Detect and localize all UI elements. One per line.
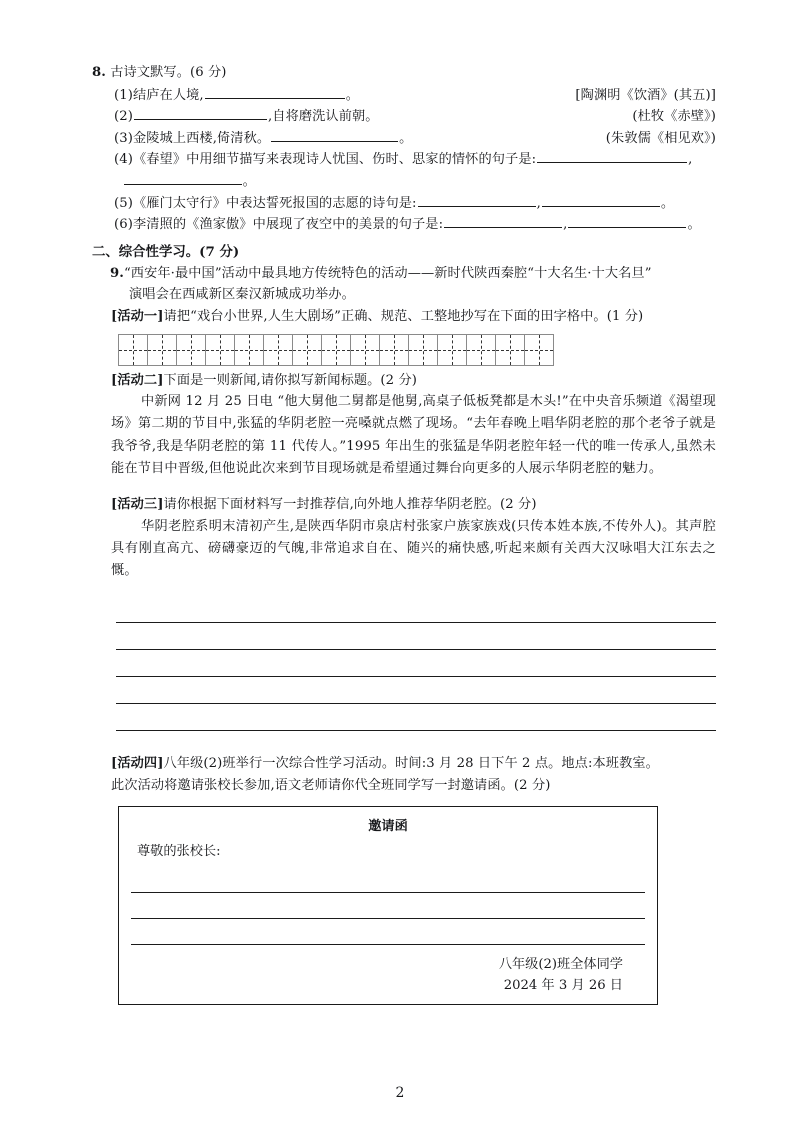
item-3-text-after: 。 (399, 130, 413, 146)
activity-2-label: [活动二] (111, 372, 164, 388)
tianzige-cell[interactable] (322, 334, 351, 365)
item-3-text-before: 金陵城上西楼,倚清秋。 (132, 130, 271, 146)
activity-3-material-paragraph (92, 516, 716, 583)
answer-write-line[interactable] (116, 596, 716, 623)
tianzige-cell[interactable] (148, 334, 177, 365)
question-9-intro-text-1: “西安年·最中国”活动中最具地方传统特色的活动——新时代陕西秦腔“十大名生·十大名旦” (123, 265, 652, 281)
invitation-signature: 八年级(2)班全体同学 (498, 957, 623, 973)
answer-write-line[interactable] (116, 623, 716, 650)
activity-4-line-2 (92, 775, 716, 797)
page-number: 2 (395, 1085, 405, 1101)
tianzige-cell[interactable] (293, 334, 322, 365)
activity-1-label: [活动一] (111, 308, 164, 324)
invitation-write-line[interactable] (131, 919, 645, 945)
activity-2-text: 下面是一则新闻,请你拟写新闻标题。(2 分) (163, 372, 417, 388)
activity-2-line (92, 370, 716, 392)
tianzige-cell[interactable] (496, 334, 525, 365)
item-1-text-before: 结庐在人境, (132, 87, 204, 103)
invitation-title: 邀请函 (368, 819, 408, 835)
question-8-item-6 (92, 214, 716, 236)
activity-3-line (92, 494, 716, 516)
answer-write-line[interactable] (116, 650, 716, 677)
activity-3-label: [活动三] (111, 496, 164, 512)
tianzige-grid[interactable] (118, 334, 554, 366)
item-1-text-after: 。 (345, 87, 360, 103)
question-8-number: 8. (92, 65, 106, 80)
item-6-end: 。 (687, 217, 701, 233)
question-8-item-1 (92, 85, 716, 107)
tianzige-grid-wrapper (118, 334, 716, 366)
tianzige-cell[interactable] (206, 334, 235, 365)
item-4-label: (4) (114, 152, 133, 168)
invitation-salutation: 尊敬的张校长: (137, 844, 221, 860)
item-5-text: 《雁门太守行》中表达誓死报国的志愿的诗句是: (132, 195, 417, 211)
activity-3-material-text: 华阴老腔系明末清初产生,是陕西华阴市泉店村张家户族家族戏(只传本姓本族,不传外人)。其声腔具有刚直高亢、磅礴豪迈的气魄,非常追求自在、随兴的痛快感,听起来颇有关西大汉咏唱大江东去之慨。 (111, 518, 716, 578)
item-4-comma: , (688, 152, 693, 168)
question-9-intro-text-2: 演唱会在西咸新区秦汉新城成功举办。 (129, 287, 355, 303)
question-9-intro-line-1 (92, 263, 716, 285)
activity-3-answer-lines (116, 596, 716, 731)
invitation-write-line[interactable] (131, 893, 645, 919)
answer-blank[interactable] (134, 106, 267, 120)
section-two-heading: 二、综合性学习。(7 分) (92, 243, 240, 260)
invitation-body-lines (131, 867, 645, 945)
answer-blank[interactable] (542, 193, 660, 207)
answer-blank[interactable] (418, 193, 536, 207)
item-1-label: (1) (114, 87, 133, 103)
question-9-intro-line-2 (92, 284, 716, 306)
answer-blank[interactable] (537, 149, 687, 163)
item-6-text: 李清照的《渔家傲》中展现了夜空中的美景的句子是: (132, 217, 444, 233)
tianzige-cell[interactable] (467, 334, 496, 365)
item-3-attribution: (朱敦儒《相见欢》) (605, 130, 716, 146)
item-6-mid: , (563, 217, 568, 233)
answer-blank[interactable] (444, 214, 562, 228)
tianzige-cell[interactable] (119, 334, 148, 365)
tianzige-cell[interactable] (380, 334, 409, 365)
question-8-title: 古诗文默写。(6 分) (110, 65, 227, 80)
tianzige-row (119, 334, 554, 365)
activity-4-line-1 (92, 753, 716, 775)
answer-write-line[interactable] (116, 704, 716, 731)
tianzige-cell[interactable] (235, 334, 264, 365)
activity-3-text: 请你根据下面材料写一封推荐信,向外地人推荐华阴老腔。(2 分) (163, 496, 537, 512)
activity-2-news-text: 中新网 12 月 25 日电 “他大舅他二舅都是他舅,高桌子低板凳都是木头!”在中央音乐频道《渴望现场》第二期的节目中,张猛的华阴老腔一亮嗓就点燃了现场。“去年春晚上唱华阴老腔的那个老爷子就是我爷爷,我是华阴老腔的第 11 代传人。”1995 年出生的张猛是华阴老腔年轻一代的唯一传承人,虽然未能在节目中晋级,但他说此次来到节目现场就是希望通过舞台向更多的人展示华阴老腔的魅力。 (111, 394, 716, 476)
activity-4-label: [活动四] (111, 756, 164, 772)
question-8-heading (92, 62, 716, 84)
answer-blank[interactable] (124, 171, 242, 185)
item-4-end: 。 (242, 173, 256, 189)
answer-blank[interactable] (568, 214, 686, 228)
tianzige-cell[interactable] (438, 334, 467, 365)
question-9-number: 9. (110, 265, 124, 281)
answer-blank[interactable] (205, 85, 345, 99)
tianzige-cell[interactable] (264, 334, 293, 365)
item-2-attribution: (杜牧《赤壁》) (632, 109, 716, 125)
item-2-text-after: ,自将磨洗认前朝。 (267, 109, 379, 125)
tianzige-cell[interactable] (525, 334, 554, 365)
answer-write-line[interactable] (116, 677, 716, 704)
activity-1-text: 请把“戏台小世界,人生大剧场”正确、规范、工整地抄写在下面的田字格中。(1 分) (163, 308, 644, 324)
tianzige-cell[interactable] (409, 334, 438, 365)
item-5-mid: , (536, 195, 541, 211)
tianzige-cell[interactable] (177, 334, 206, 365)
item-3-label: (3) (114, 130, 133, 146)
question-8-item-4-line2 (92, 171, 716, 193)
item-2-label: (2) (114, 109, 133, 125)
activity-1-line (92, 306, 716, 328)
tianzige-cell[interactable] (351, 334, 380, 365)
question-8-item-3 (92, 128, 716, 150)
question-8-item-2 (92, 106, 716, 128)
invitation-write-line[interactable] (131, 867, 645, 893)
invitation-wrapper (118, 806, 716, 1005)
question-8-item-5 (92, 193, 716, 215)
item-4-text: 《春望》中用细节描写来表现诗人忧国、伤时、思家的情怀的句子是: (132, 152, 537, 168)
item-1-attribution: [陶渊明《饮酒》(其五)] (575, 87, 716, 103)
question-8-item-4 (92, 149, 716, 171)
invitation-date: 2024 年 3 月 26 日 (503, 978, 623, 994)
activity-2-news-paragraph (92, 391, 716, 480)
answer-blank[interactable] (271, 128, 398, 142)
item-5-end: 。 (660, 195, 675, 211)
activity-4-text-2: 此次活动将邀请张校长参加,语文老师请你代全班同学写一封邀请函。(2 分) (111, 777, 551, 793)
item-5-label: (5) (114, 195, 133, 211)
activity-4-text-1: 八年级(2)班举行一次综合性学习活动。时间:3 月 28 日下午 2 点。地点:本班教室。 (163, 756, 659, 772)
item-6-label: (6) (114, 217, 133, 233)
invitation-box (118, 806, 658, 1005)
